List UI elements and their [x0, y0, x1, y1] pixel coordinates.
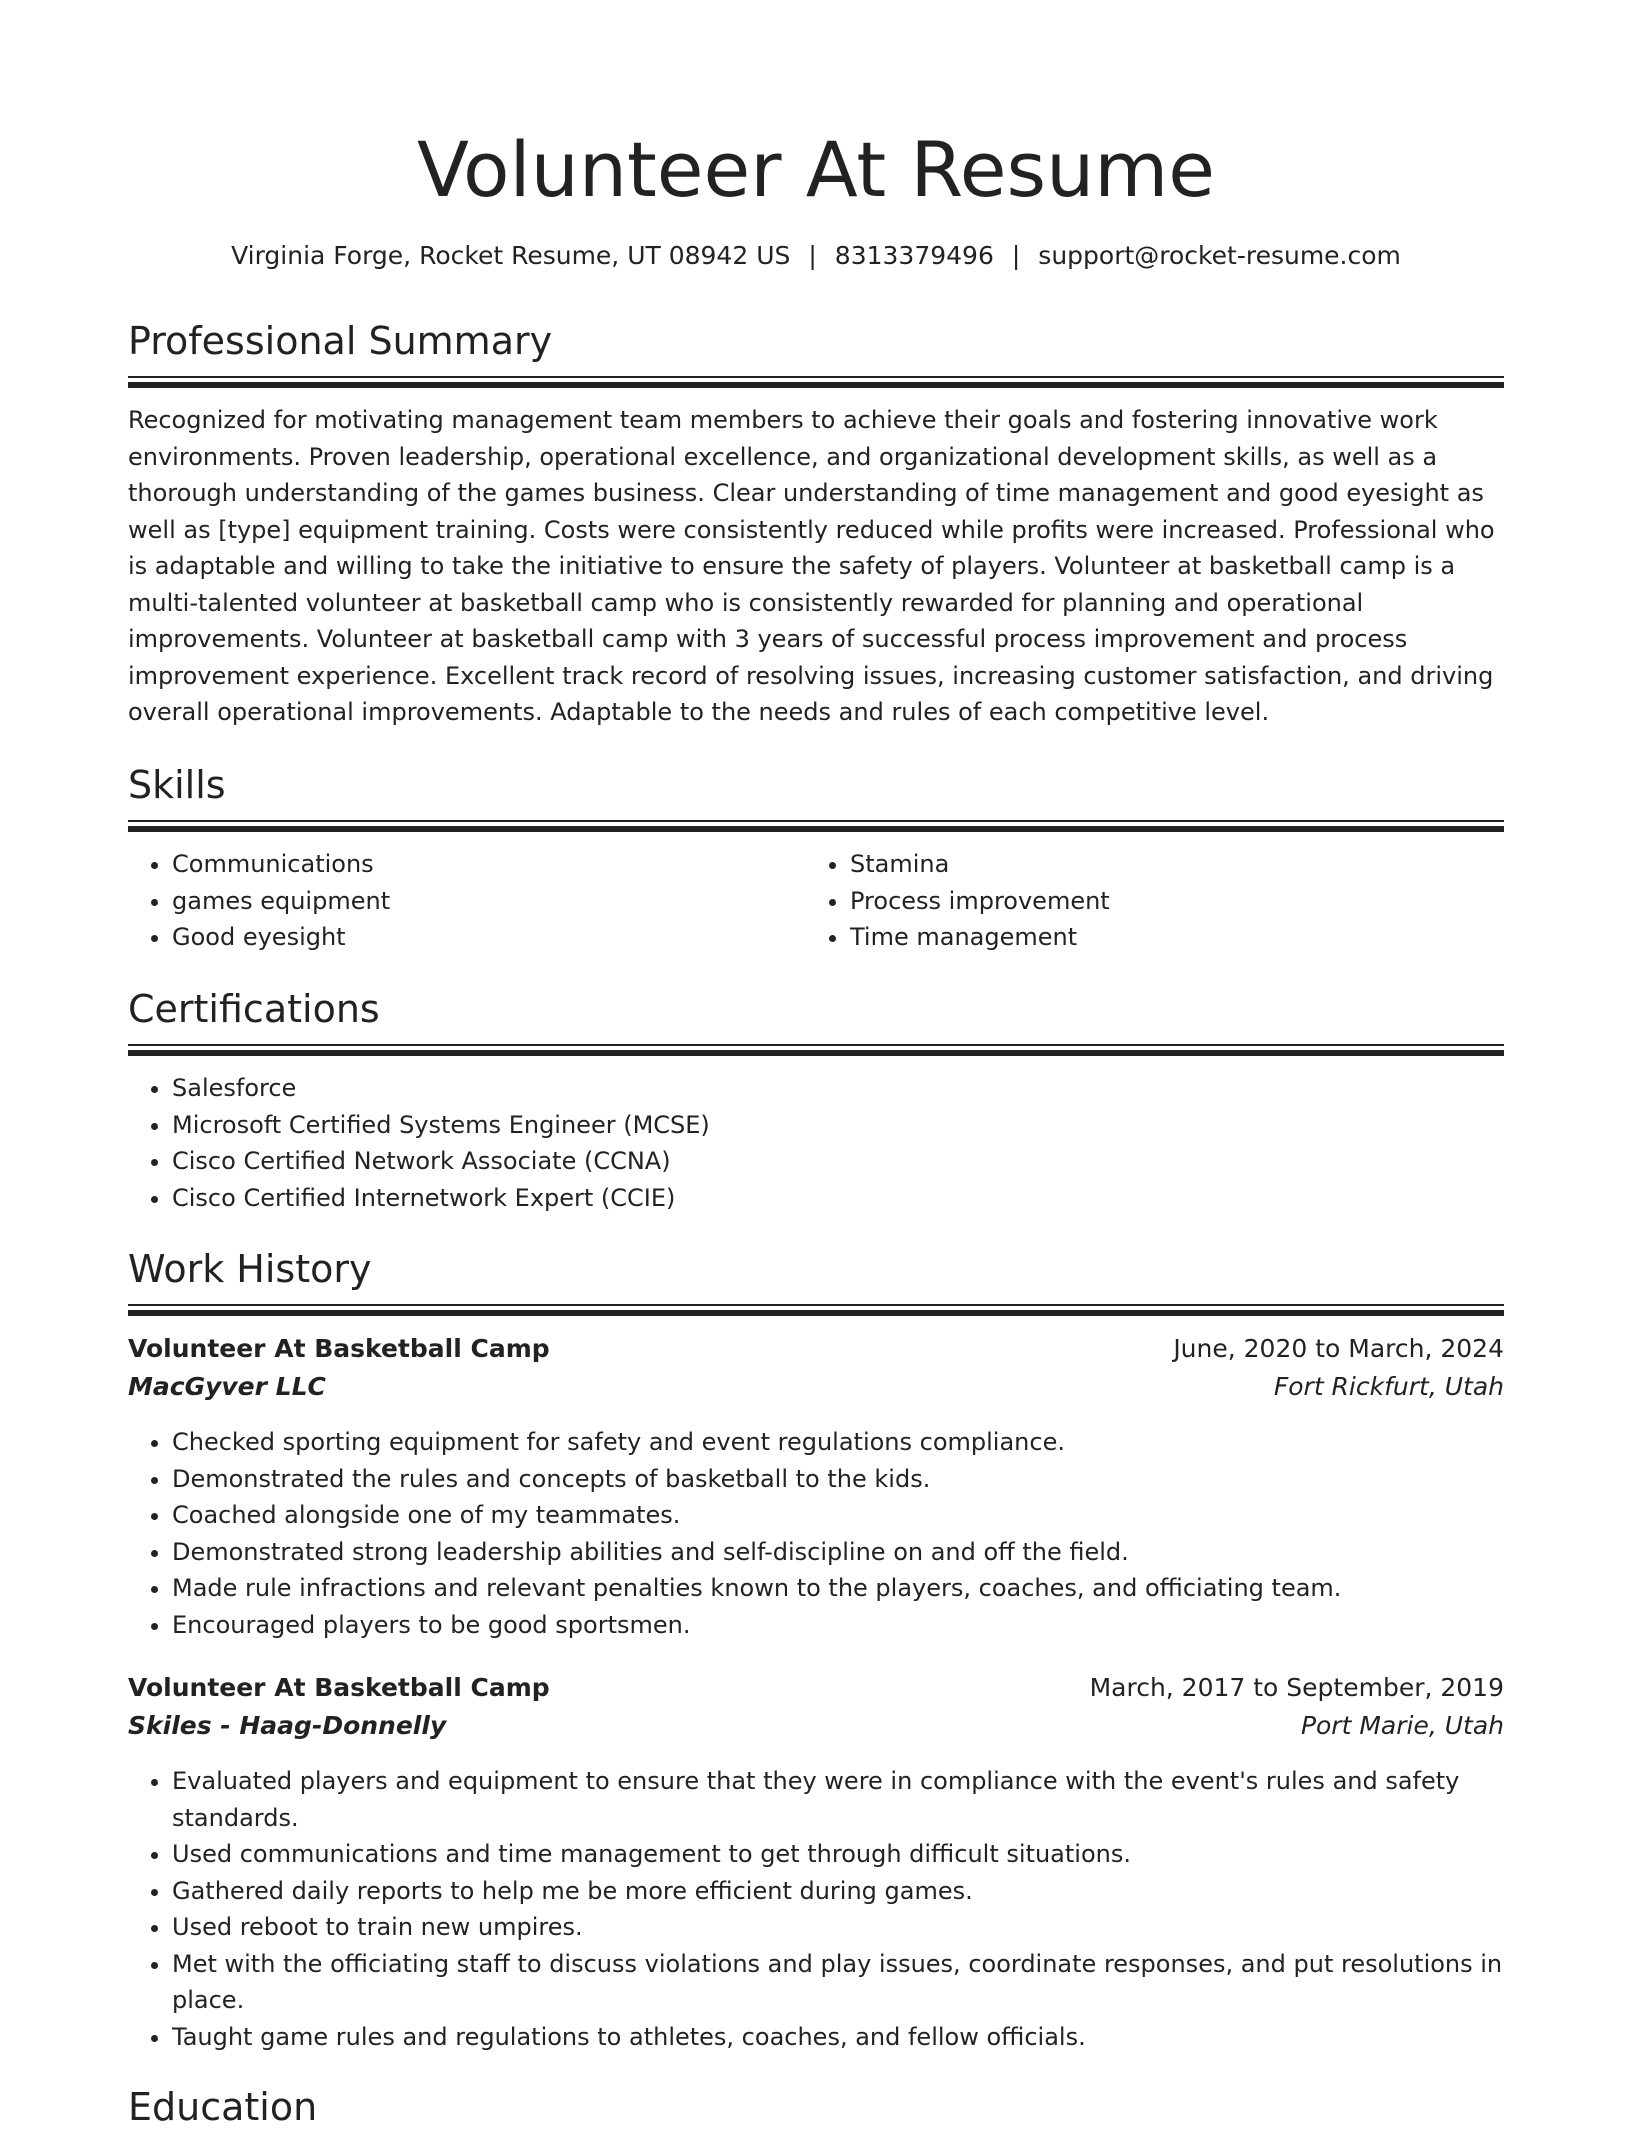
job-bullet: • Encouraged players to be good sportsmen.: [172, 1607, 1504, 1644]
job-bullet: • Evaluated players and equipment to ensure that they were in compliance with the event's rules and safety standards.: [172, 1763, 1504, 1836]
job-subheader: [128, 1368, 1504, 1406]
job-dates: March, 2017 to September, 2019: [1089, 1673, 1504, 1702]
section-title-education: Education: [128, 2085, 318, 2129]
job-title: Volunteer At Basketball Camp: [128, 1673, 550, 1702]
skill-item: • Communications: [172, 846, 806, 883]
contact-phone: 8313379496: [834, 241, 994, 270]
job-company: MacGyver LLC: [128, 1372, 326, 1401]
section-divider: [128, 1304, 1504, 1316]
job-bullets: [128, 1424, 1504, 1643]
section-title-certifications: Certifications: [128, 987, 380, 1031]
contact-separator: |: [1011, 241, 1021, 270]
certifications-list: [128, 1070, 1504, 1216]
job-location: Port Marie, Utah: [1300, 1711, 1504, 1740]
job-bullet: • Used reboot to train new umpires.: [172, 1909, 1504, 1946]
job-subheader: [128, 1707, 1504, 1745]
job-company: Skiles - Haag-Donnelly: [128, 1711, 447, 1740]
job-entry: [128, 1669, 1504, 2055]
job-bullet: • Met with the officiating staff to discuss violations and play issues, coordinate responses, and put resolutions in place.: [172, 1946, 1504, 2019]
job-bullet: • Made rule infractions and relevant penalties known to the players, coaches, and officiating team.: [172, 1570, 1504, 1607]
skills-section: [128, 760, 1504, 956]
skill-item: • games equipment: [172, 883, 806, 920]
section-title-work-history: Work History: [128, 1247, 372, 1291]
contact-separator: |: [808, 241, 817, 270]
job-bullet: • Checked sporting equipment for safety and event regulations compliance.: [172, 1424, 1504, 1461]
contact-address: Virginia Forge, Rocket Resume, UT 08942 US: [231, 241, 791, 270]
contact-email: support@rocket-resume.com: [1038, 241, 1401, 270]
certification-item: • Salesforce: [172, 1070, 1504, 1107]
summary-text: Recognized for motivating management team members to achieve their goals and fostering innovative work environments. Proven leadership, operational excellence, and organizational development skills, as well as a thorough understanding of the games business. Clear understanding of time management and good eyesight as well as [type] equipment training. Costs were consistently reduced while profits were increased. Professional who is adaptable and willing to take the initiative to ensure the safety of players. Volunteer at basketball camp is a multi-talented volunteer at basketball camp who is consistently rewarded for planning and operational improvements. Volunteer at basketball camp with 3 years of successful process improvement and process improvement experience. Excellent track record of resolving issues, increasing customer satisfaction, and driving overall operational improvements. Adaptable to the needs and rules of each competitive level.: [128, 406, 1495, 726]
certification-item: • Cisco Certified Network Associate (CCNA): [172, 1143, 1504, 1180]
job-bullet: • Demonstrated the rules and concepts of basketball to the kids.: [172, 1461, 1504, 1498]
skill-item: • Stamina: [850, 846, 1484, 883]
skills-list-right: [806, 846, 1484, 956]
resume-name: Volunteer At Resume: [416, 125, 1216, 214]
summary-section: [128, 316, 1504, 731]
job-dates: June, 2020 to March, 2024: [1173, 1334, 1504, 1363]
section-divider: [128, 376, 1504, 388]
section-divider: [128, 1044, 1504, 1056]
education-section: [128, 2082, 1504, 2132]
job-bullet: • Coached alongside one of my teammates.: [172, 1497, 1504, 1534]
certification-item: • Cisco Certified Internetwork Expert (CCIE): [172, 1180, 1504, 1217]
contact-line: [128, 238, 1504, 274]
certification-item: • Microsoft Certified Systems Engineer (MCSE): [172, 1107, 1504, 1144]
job-title: Volunteer At Basketball Camp: [128, 1334, 550, 1363]
section-title-summary: Professional Summary: [128, 319, 553, 363]
skill-item: • Process improvement: [850, 883, 1484, 920]
job-bullets: [128, 1763, 1504, 2055]
work-history-section: [128, 1244, 1504, 2055]
section-divider: [128, 820, 1504, 832]
section-title-skills: Skills: [128, 763, 226, 807]
skill-item: • Time management: [850, 919, 1484, 956]
job-header: [128, 1330, 1504, 1368]
certifications-section: [128, 984, 1504, 1216]
job-bullet: • Demonstrated strong leadership abilities and self-discipline on and off the field.: [172, 1534, 1504, 1571]
skill-item: • Good eyesight: [172, 919, 806, 956]
job-location: Fort Rickfurt, Utah: [1273, 1372, 1504, 1401]
skills-columns: [128, 846, 1504, 956]
job-bullet: • Taught game rules and regulations to athletes, coaches, and fellow officials.: [172, 2019, 1504, 2056]
job-bullet: • Used communications and time management to get through difficult situations.: [172, 1836, 1504, 1873]
job-bullet: • Gathered daily reports to help me be more efficient during games.: [172, 1873, 1504, 1910]
skills-list-left: [128, 846, 806, 956]
job-entry: [128, 1330, 1504, 1643]
job-header: [128, 1669, 1504, 1707]
